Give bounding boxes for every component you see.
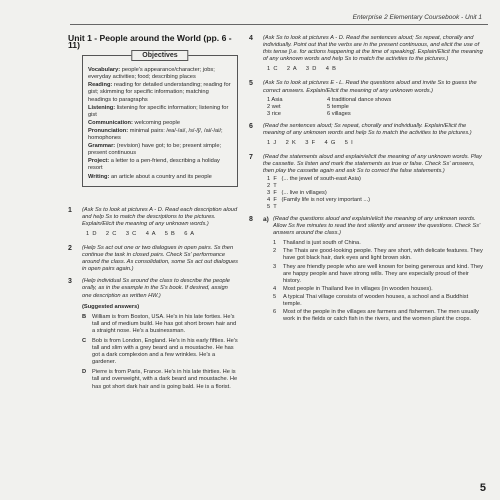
exercise-2 [68, 245, 238, 273]
answer-key: 1 J 2 K 3 F 4 G 5 I [267, 140, 353, 147]
answer-item: D Pierre is from Paris, France. He's in his late thirties. He is tall and overweight, with a dark beard and moustache. He has got short dark hair and is going bald. He is a florist. [82, 369, 238, 390]
answer-line: 1 F (... the jewel of south-east Asia) [267, 175, 361, 182]
right-column [249, 35, 485, 329]
running-header: Enterprise 2 Elementary Coursebook - Unit 1 [352, 14, 482, 21]
exercise-7 [249, 154, 485, 211]
answer-line: 2 T [267, 182, 277, 189]
page-number: 5 [479, 482, 486, 494]
exercise-instructions: (Help Ss act out one or two dialogues in open pairs. Ss then continue the task in closed pairs. Check Ss' performance around the class. As consolidation, some Ss act out dialogues in open pairs again.) [82, 244, 238, 273]
answer-line: 5 T [267, 203, 277, 210]
objective-item: Listening: listening for specific information; listening for gist [88, 104, 229, 118]
header-rule [70, 24, 488, 25]
answer-item: B William is from Boston, USA. He's in his late forties. He's tall and of medium build. He has got short brown hair and a straight nose. He's a businessman. [82, 313, 237, 334]
objective-item: Project: a letter to a pen-friend, describing a holiday resort [88, 158, 220, 172]
exercise-instructions: (Ask Ss to look at pictures E - L. Read the questions aloud and invite Ss to guess the correct answers. Explain/Elicit the meaning of any unknown words.) [263, 80, 477, 94]
exercise-1 [68, 207, 238, 240]
answer-line: 4 F (Family life is not very important ...) [267, 196, 371, 203]
exercise-instructions: (Help individual Ss around the class to describe the people orally, as in the example in the S's book. If desired, assign one description as written HW.) [82, 278, 230, 299]
answer-grid: 1 Asia 4 traditional dance shows 2 wet 5 temple 3 rice 6 villages [267, 96, 392, 117]
answer-item: 4 Most people in Thailand live in villages (in wooden houses). [273, 285, 433, 292]
exercise-3 [68, 278, 238, 393]
exercise-instructions: (Read the statements aloud and explain/elicit the meaning of any unknown words. Play the cassette. Ss listen and mark the statements as true or false. Check Ss' answers, then play the cassette again and ask Ss to correct the false statements.) [263, 154, 482, 175]
answer-item: 5 A typical Thai village consists of wooden houses, a school and a Buddhist temple. [273, 293, 469, 307]
answer-key: 1 C 2 A 3 D 4 B [267, 66, 336, 73]
exercise-number: 5 [249, 80, 253, 88]
exercise-number: 7 [249, 154, 253, 162]
objective-item: Communication: welcoming people [88, 119, 180, 126]
exercise-number: 1 [68, 206, 72, 214]
objectives-heading: Objectives [131, 50, 188, 61]
exercise-number: 3 [68, 278, 72, 286]
exercise-number: 8 [249, 215, 253, 223]
objectives-box [82, 52, 238, 186]
exercise-instructions: (Read the sentences aloud; Ss repeat, chorally and individually. Explain/Elicit the meaning of any unknown words and help Ss to match the activities to the pictures.) [263, 122, 472, 137]
answer-item: 6 Most of the people in the villages are farmers and fishermen. The men usually work in the fields or catch fish in the rivers, and the women plant the crops. [273, 309, 479, 323]
left-column [68, 35, 238, 399]
objective-item: Grammar: (revision) have got; to be; present simple; present continuous [88, 143, 222, 157]
answer-line: 3 F (... live in villages) [267, 189, 327, 196]
exercise-number: 4 [249, 35, 253, 42]
objective-item: Writing: an article about a country and its people [88, 173, 212, 180]
answer-item: 3 They are friendly people who are well known for being generous and kind. They are happy people and have strong wills. They are especially proud of their history. [273, 263, 484, 284]
exercise-8 [249, 216, 485, 324]
objective-item: Reading: reading for detailed understanding; reading for gist; skimming for specific information; matching headings to paragraphs [88, 82, 231, 103]
unit-title: Unit 1 - People around the World (pp. 6 - 11) [68, 33, 232, 51]
objective-item: Pronunciation: minimal pairs: /ea/-/ai/, /s/-/ʃ/, /ai/-/ai/; homophones [88, 127, 223, 142]
exercise-5 [249, 80, 485, 117]
answer-item: C Bob is from London, England. He's in his early fifties. He's tall and slim with a grey beard and a moustache. He has got a dark complexion and a few wrinkles. He's a gardener. [82, 338, 238, 366]
objective-item: Vocabulary: people's appearance/character; jobs; everyday activities; food; describing places [88, 67, 215, 81]
exercise-instructions: (Read the questions aloud and explain/elicit the meaning of any unknown words. Allow Ss five minutes to read the text silently and answer the questions. Check Ss' answers around the class.) [273, 215, 481, 237]
exercise-part: a) [263, 215, 269, 223]
suggested-answers-heading: (Suggested answers) [82, 303, 140, 310]
exercise-4 [249, 35, 485, 75]
answer-item: 1 Thailand is just south of China. [273, 240, 361, 247]
exercise-instructions: (Ask Ss to look at pictures A - D. Read each description aloud and help Ss to match the descriptions to the pictures. Explain/Elicit the meaning of any unknown words.) [82, 206, 238, 227]
answer-item: 2 The Thais are good-looking people. They are short, with delicate features. They have got black hair, dark eyes and light brown skin. [273, 248, 483, 262]
exercise-number: 2 [68, 244, 72, 252]
exercise-6 [249, 123, 485, 149]
exercise-number: 6 [249, 122, 253, 130]
answer-key: 1 D 2 C 3 C 4 A 5 B 6 A [86, 230, 195, 237]
exercise-instructions: (Ask Ss to look at pictures A - D. Read the sentences aloud; Ss repeat, chorally and individually. Point out that the verbs are in the present continuous, and elicit the use of this tense [i.e. for actions happening at the time of speaking]. Explain/Elicit the meaning of any unknown words and help Ss to match the activities to the pictures.) [263, 35, 483, 63]
